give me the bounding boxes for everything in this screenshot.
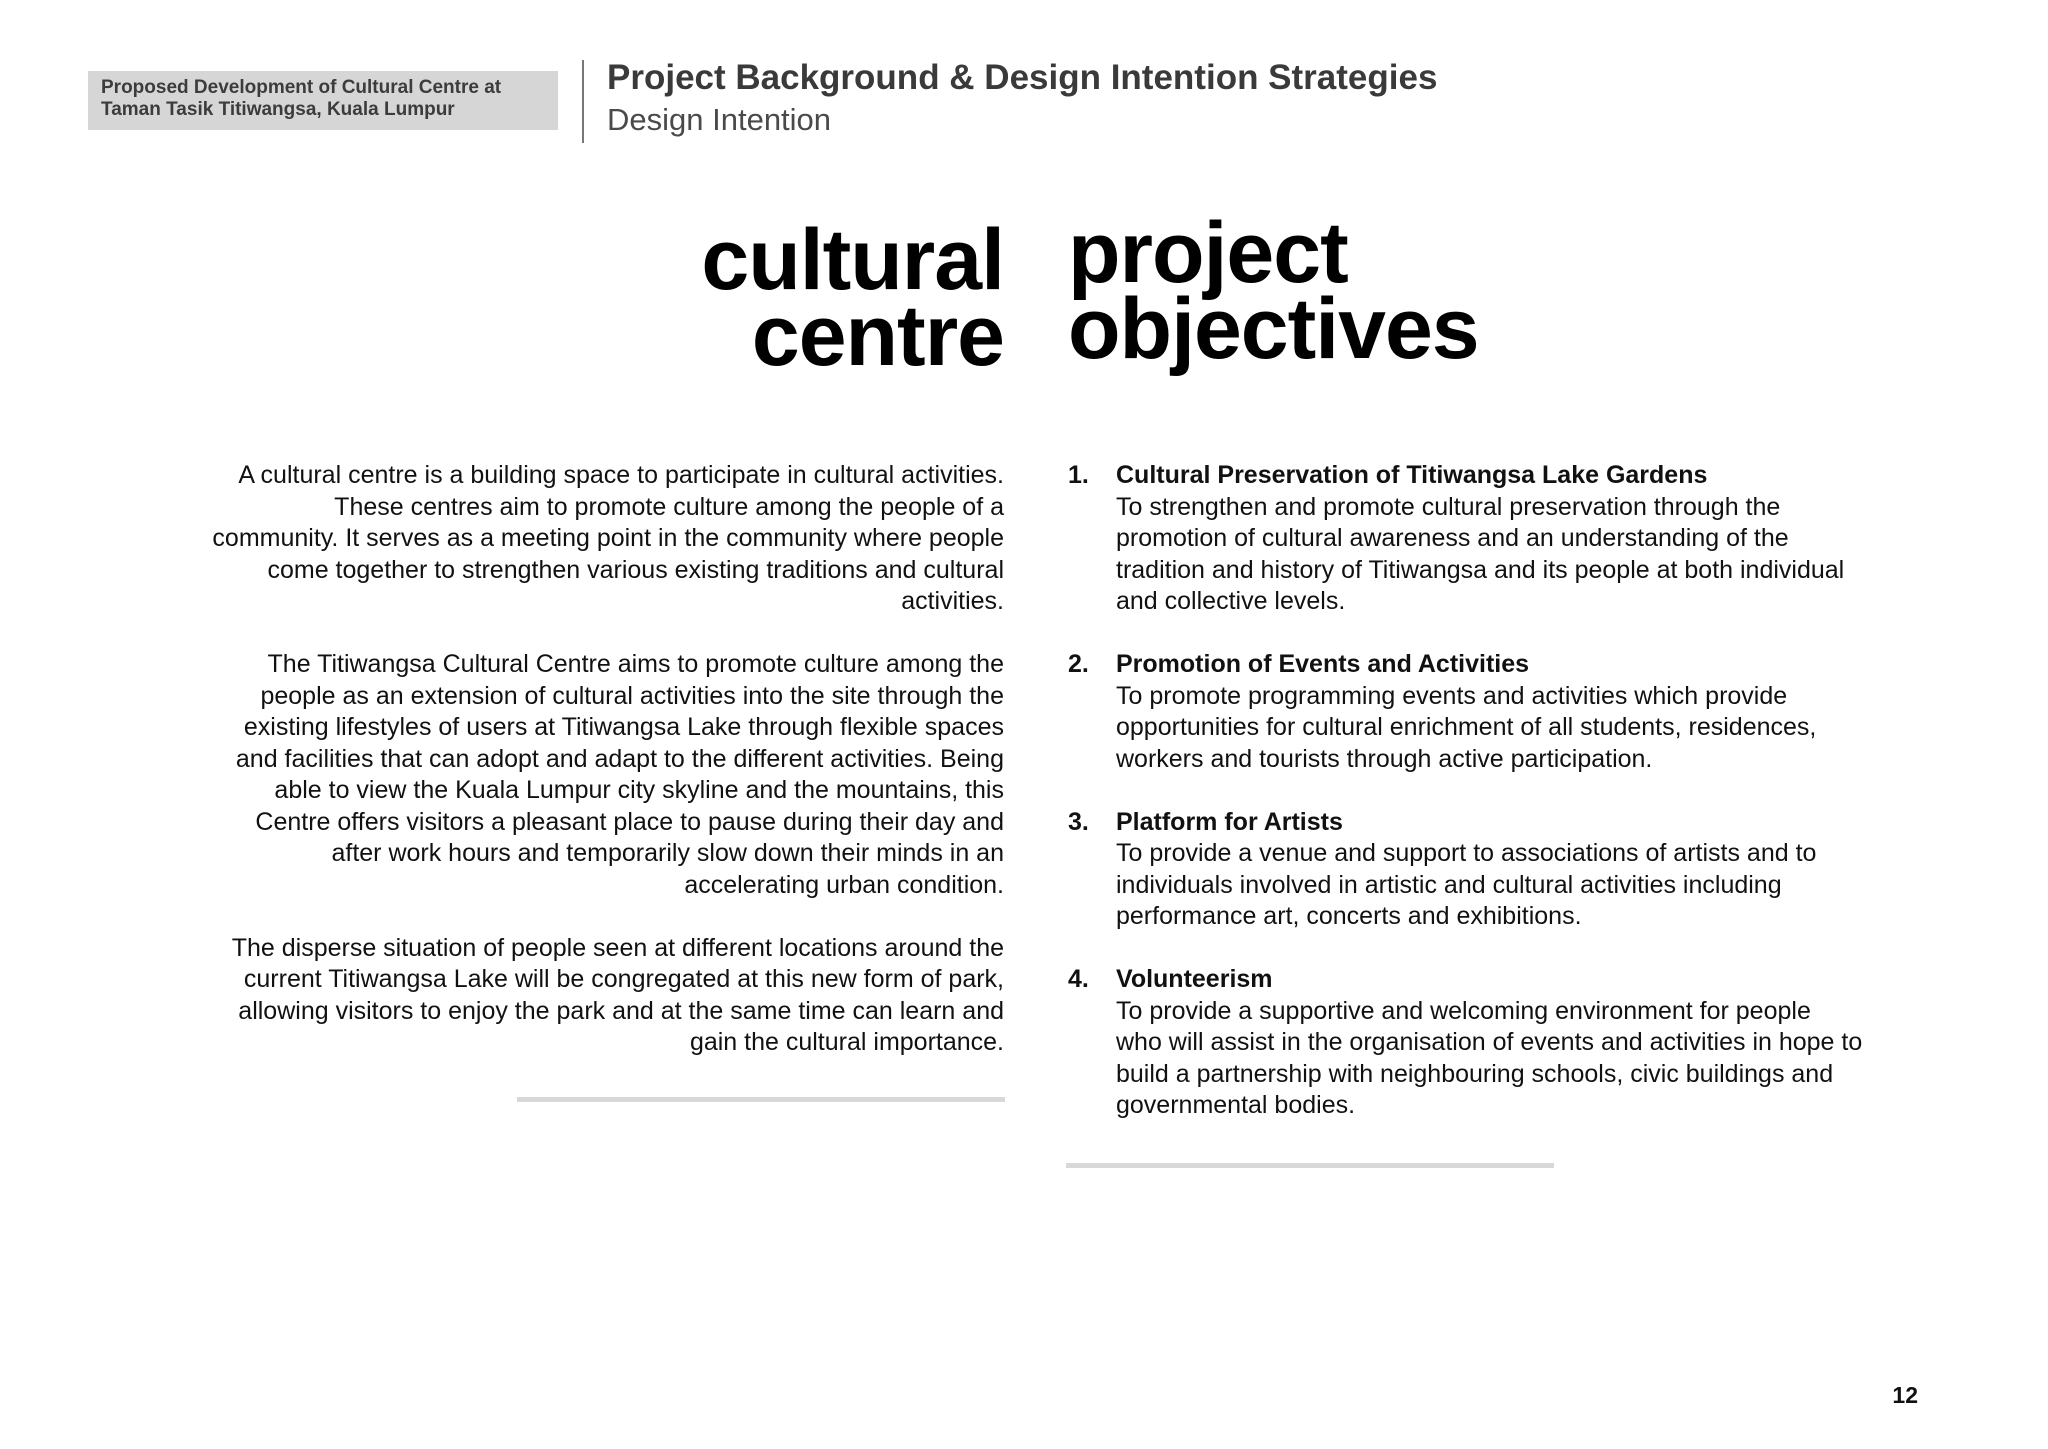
description-paragraph-1 (104, 460, 1004, 618)
text-line: The Titiwangsa Cultural Centre aims to promote culture among the (267, 650, 1004, 678)
objective-item (1068, 649, 2028, 775)
objective-text-line: build a partnership with neighbouring schools, civic buildings and (1116, 1059, 1834, 1088)
project-name-line-2: Taman Tasik Titiwangsa, Kuala Lumpur (101, 99, 455, 120)
heading-line: objectives (1068, 281, 1479, 377)
section-subtitle: Design Intention (607, 102, 832, 137)
objective-text-line: governmental bodies. (1116, 1091, 1356, 1119)
objective-text-line: and collective levels. (1116, 587, 1346, 615)
header-divider (582, 60, 584, 143)
objective-text-line: who will assist in the organisation of events and activities in hope to (1116, 1028, 1863, 1056)
objective-text-line: workers and tourists through active participation. (1116, 744, 1653, 773)
objective-item (1068, 964, 2028, 1122)
objective-text-line: tradition and history of Titiwangsa and its people at both individual (1116, 555, 1845, 584)
text-line: people as an extension of cultural activities into the site through the (260, 681, 1004, 710)
text-line: community. It serves as a meeting point in the community where people (212, 524, 1004, 552)
right-divider-rule (1066, 1163, 1554, 1168)
objective-text-line: To provide a venue and support to associations of artists and to (1116, 839, 1817, 867)
description-paragraph-3 (104, 933, 1004, 1059)
text-line: come together to strengthen various existing traditions and cultural (267, 555, 1004, 584)
objective-item (1068, 460, 2028, 618)
text-line: activities. (901, 587, 1004, 615)
text-line: These centres aim to promote culture among the people of a (334, 492, 1004, 521)
objective-text-line: individuals involved in artistic and cultural activities including (1116, 870, 1782, 899)
text-line: after work hours and temporarily slow down their minds in an (331, 839, 1004, 867)
text-line: Centre offers visitors a pleasant place to pause during their day and (255, 807, 1004, 836)
objective-title: Promotion of Events and Activities (1116, 650, 1530, 678)
objective-number: 2. (1068, 650, 1089, 678)
objective-item (1068, 807, 2028, 933)
text-line: accelerating urban condition. (684, 870, 1004, 899)
project-objectives-heading (1068, 205, 1479, 377)
objective-text-line: To provide a supportive and welcoming environment for people (1116, 996, 1811, 1025)
description-paragraph-2 (104, 649, 1004, 901)
text-line: gain the cultural importance. (689, 1028, 1004, 1056)
objective-title: Platform for Artists (1116, 807, 1343, 836)
heading-line: cultural (701, 212, 1004, 308)
objective-text-line: promotion of cultural awareness and an understanding of the (1116, 524, 1789, 552)
heading-line: centre (751, 288, 1004, 384)
objective-number: 1. (1068, 461, 1089, 489)
cultural-centre-heading (701, 212, 1004, 384)
objective-text-line: performance art, concerts and exhibitions. (1116, 902, 1582, 930)
text-line: A cultural centre is a building space to participate in cultural activities. (238, 461, 1004, 489)
page-number: 12 (1892, 1382, 1918, 1408)
text-line: existing lifestyles of users at Titiwangsa Lake through flexible spaces (243, 713, 1004, 741)
objective-title: Cultural Preservation of Titiwangsa Lake Gardens (1116, 461, 1708, 489)
objective-text-line: To strengthen and promote cultural preservation through the (1116, 492, 1781, 521)
objectives-list (1068, 460, 2028, 1153)
section-title: Project Background & Design Intention Strategies (607, 58, 1438, 97)
objective-text-line: opportunities for cultural enrichment of all students, residences, (1116, 713, 1817, 741)
objective-number: 3. (1068, 807, 1089, 836)
text-line: allowing visitors to enjoy the park and at the same time can learn and (238, 996, 1004, 1025)
objective-title: Volunteerism (1116, 965, 1273, 993)
cultural-centre-description (104, 460, 1004, 1090)
text-line: and facilities that can adopt and adapt to the different activities. Being (235, 744, 1004, 773)
project-name-line-1: Proposed Development of Cultural Centre at (101, 77, 502, 98)
text-line: The disperse situation of people seen at different locations around the (231, 933, 1004, 962)
objective-text-line: To promote programming events and activities which provide (1116, 681, 1788, 710)
objective-number: 4. (1068, 965, 1089, 993)
heading-line: project (1068, 205, 1348, 301)
project-name-box (88, 71, 558, 130)
left-divider-rule (517, 1097, 1005, 1102)
text-line: current Titiwangsa Lake will be congregated at this new form of park, (243, 965, 1004, 993)
text-line: able to view the Kuala Lumpur city skyline and the mountains, this (274, 776, 1004, 804)
